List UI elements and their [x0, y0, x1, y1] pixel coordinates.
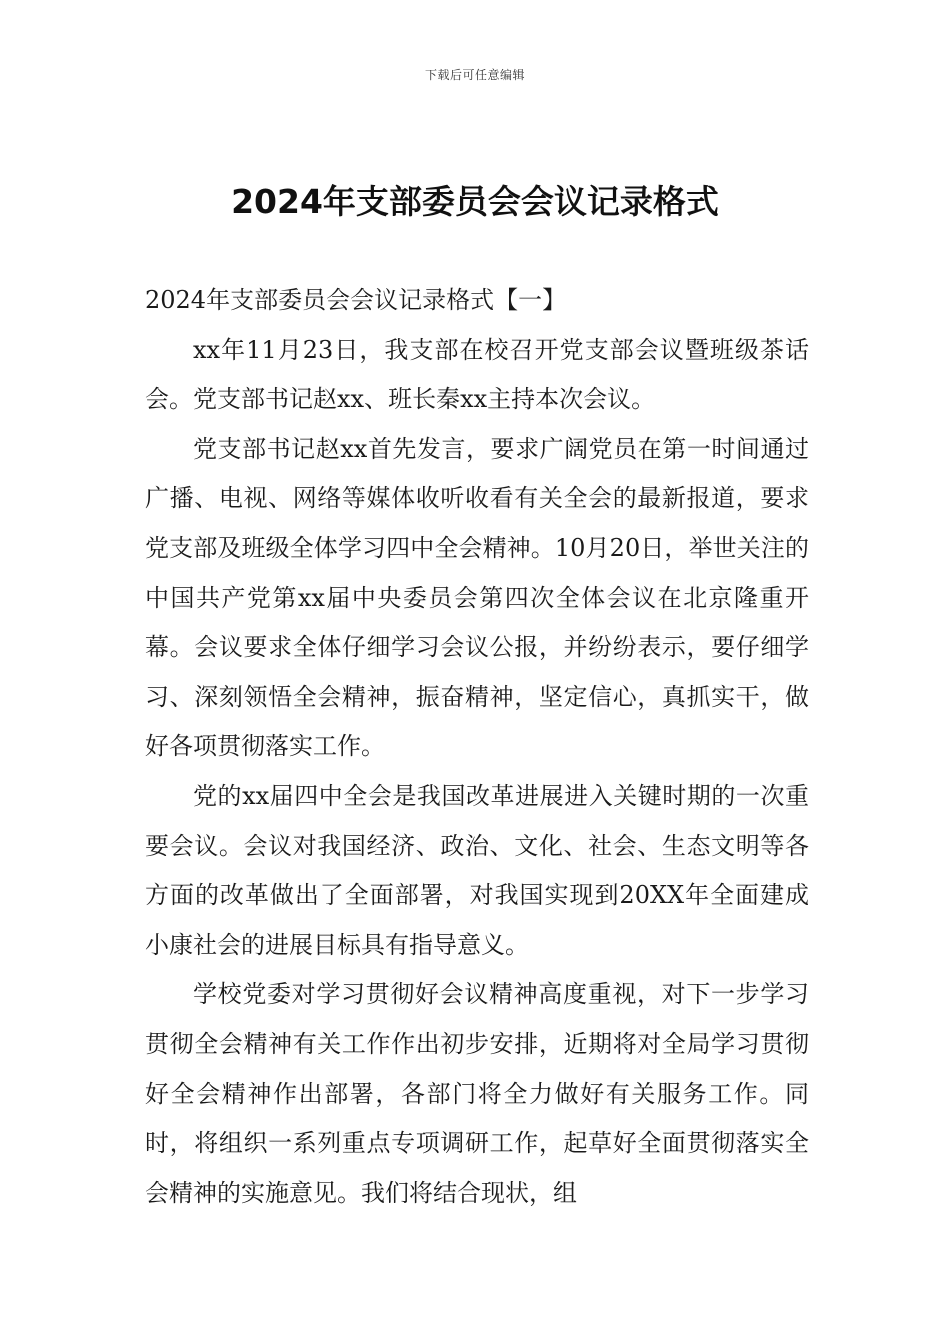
- paragraph-4: 学校党委对学习贯彻好会议精神高度重视，对下一步学习贯彻全会精神有关工作作出初步安排，近期将对全局学习贯彻好全会精神作出部署，各部门将全力做好有关服务工作。同时，将组织一系列重点专项调研工作，起草好全面贯彻落实全会精神的实施意见。我们将结合现状，组: [145, 980, 809, 1207]
- section-heading: 2024年支部委员会会议记录格式【一】: [145, 286, 567, 314]
- paragraph-3: 党的xx届四中全会是我国改革进展进入关键时期的一次重要会议。会议对我国经济、政治、文化、社会、生态文明等各方面的改革做出了全面部署，对我国实现到20XX年全面建成小康社会的进展目标具有指导意义。: [145, 781, 809, 959]
- document-title: 2024年支部委员会会议记录格式: [231, 182, 719, 221]
- document-body: [145, 276, 809, 1218]
- paragraph-1: xx年11月23日，我支部在校召开党支部会议暨班级茶话会。党支部书记赵xx、班长秦xx主持本次会议。: [145, 335, 809, 414]
- header-note: 下载后可任意编辑: [424, 68, 525, 82]
- paragraph-2: 党支部书记赵xx首先发言，要求广阔党员在第一时间通过广播、电视、网络等媒体收听收看有关全会的最新报道，要求党支部及班级全体学习四中全会精神。10月20日，举世关注的中国共产党第xx届中央委员会第四次全体会议在北京隆重开幕。会议要求全体仔细学习会议公报，并纷纷表示，要仔细学习、深刻领悟全会精神，振奋精神，坚定信心，真抓实干，做好各项贯彻落实工作。: [145, 434, 809, 761]
